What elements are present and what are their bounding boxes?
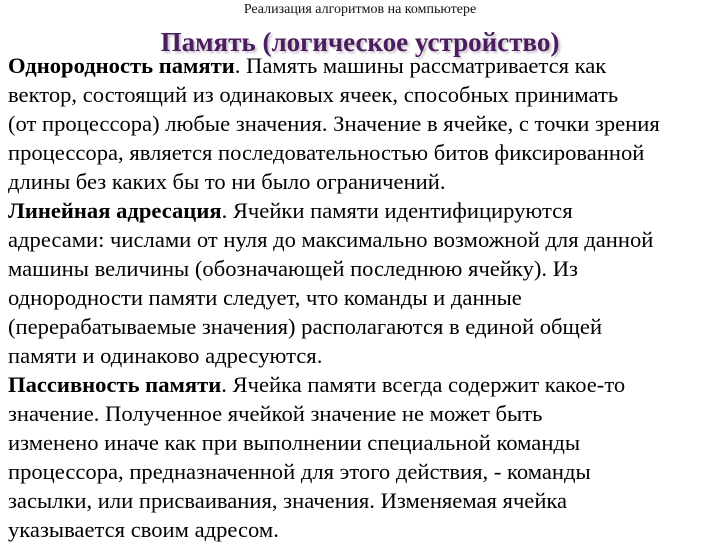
- paragraph-line: изменено иначе как при выполнении специальной команды: [8, 430, 581, 455]
- slide-header: Реализация алгоритмов на компьютере: [243, 2, 477, 17]
- slide-body: [8, 51, 720, 544]
- term-homogeneity: Однородность памяти: [8, 53, 235, 78]
- paragraph-line: памяти и одинаково адресуются.: [8, 343, 323, 368]
- paragraph-line: машины величины (обозначающей последнюю ячейку). Из: [8, 256, 578, 281]
- paragraph-line: процессора, является последовательностью битов фиксированной: [8, 140, 645, 165]
- paragraph-line: вектор, состоящий из одинаковых ячеек, способных принимать: [8, 82, 619, 107]
- paragraph-line: засылки, или присваивания, значения. Изменяемая ячейка: [8, 488, 568, 513]
- paragraph-text: . Память машины рассматривается как: [234, 53, 607, 78]
- paragraph-line: адресами: числами от нуля до максимально возможной для данной: [8, 227, 654, 252]
- paragraph-text: . Ячейка памяти всегда содержит какое-то: [221, 372, 626, 397]
- paragraph-line: однородности памяти следует, что команды и данные: [8, 285, 522, 310]
- paragraph-line: процессора, предназначенной для этого действия, - команды: [8, 459, 591, 484]
- paragraph-text: . Ячейки памяти идентифицируются: [221, 198, 573, 223]
- term-passivity: Пассивность памяти: [8, 372, 222, 397]
- paragraph-line: (перерабатываемые значения) располагаются в единой общей: [8, 314, 603, 339]
- term-linear-addressing: Линейная адресация: [8, 198, 222, 223]
- paragraph-line: [8, 370, 720, 399]
- slide-title: Память (логическое устройство): [160, 27, 560, 57]
- paragraph-line: (от процессора) любые значения. Значение в ячейке, с точки зрения: [8, 111, 660, 136]
- paragraph-line: длины без каких бы то ни было ограничений.: [8, 169, 446, 194]
- paragraph-line: указывается своим адресом.: [8, 517, 279, 542]
- paragraph-line: [8, 51, 720, 80]
- paragraph-line: значение. Полученное ячейкой значение не может быть: [8, 401, 543, 426]
- paragraph-line: [8, 196, 720, 225]
